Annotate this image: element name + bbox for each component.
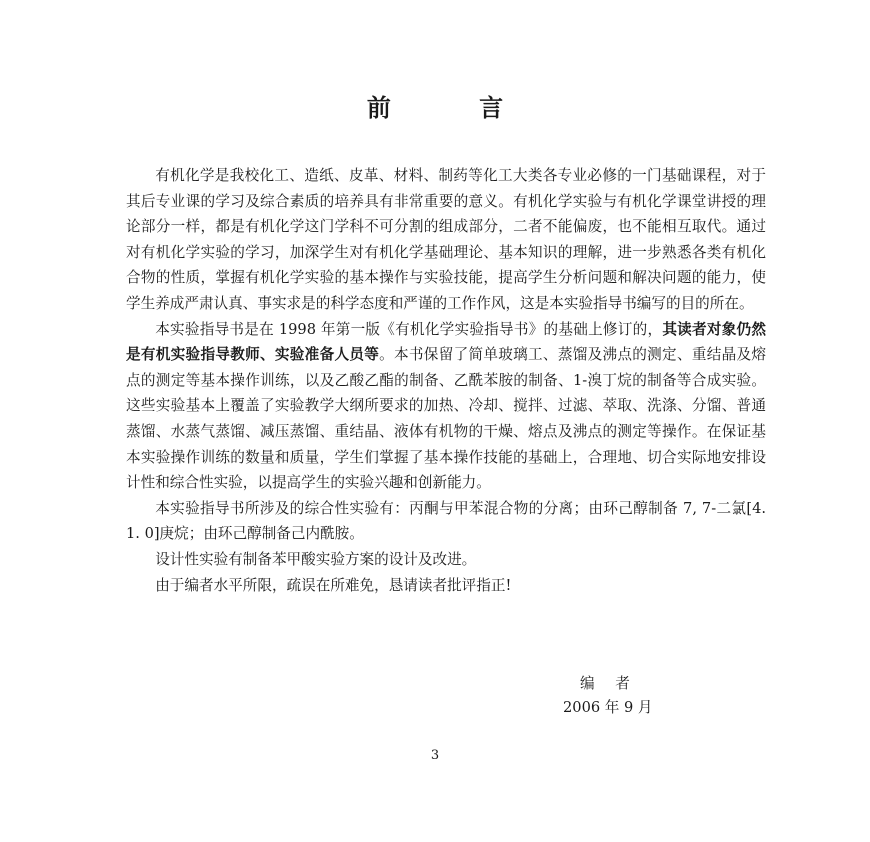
signature-editor: 编 者 <box>580 675 638 692</box>
paragraph-1: 有机化学是我校化工、造纸、皮革、材料、制药等化工大类各专业必修的一门基础课程，对于其后专业课的学习及综合素质的培养具有非常重要的意义。有机化学实验与有机化学课堂讲授的理论部分一样，都是有机化学这门学科不可分割的组成部分，二者不能偏废，也不能相互取代。通过对有机化学实验的学习，加深学生对有机化学基础理论、基本知识的理解，进一步熟悉各类有机化合物的性质，掌握有机化学实验的基本操作与实验技能，提高学生分析问题和解决问题的能力，使学生养成严肃认真、事实求是的科学态度和严谨的工作作风，这是本实验指导书编写的目的所在。 <box>126 167 766 312</box>
page-number: 3 <box>430 748 440 763</box>
signature-date: 2006 年 9 月 <box>563 699 653 716</box>
paragraph-2-text-a: 本实验指导书是在 1998 年第一版《有机化学实验指导书》的基础上修订的， <box>155 320 663 338</box>
paragraph-5: 由于编者水平所限，疏误在所难免，恳请读者批评指正! <box>155 576 512 594</box>
paragraph-4: 设计性实验有制备苯甲酸实验方案的设计及改进。 <box>155 550 477 568</box>
paragraph-2 <box>126 317 766 496</box>
paragraph-2-text-b: 。本书保留了简单玻璃工、蒸馏及沸点的测定、重结晶及熔点的测定等基本操作训练，以及乙酸乙酯的制备、乙酰苯胺的制备、1-溴丁烷的制备等合成实验。这些实验基本上覆盖了实验教学大纲所要求的加热、冷却、搅拌、过滤、萃取、洗涤、分馏、普通蒸馏、水蒸气蒸馏、减压蒸馏、重结晶、液体有机物的干燥、熔点及沸点的测定等操作。在保证基本实验操作训练的数量和质量，学生们掌握了基本操作技能的基础上，合理地、切合实际地安排设计性和综合性实验，以提高学生的实验兴趣和创新能力。 <box>126 346 766 492</box>
preface-body <box>126 163 766 598</box>
paragraph-2-bold: 其读者对象仍然是有机实验指导教师、实验准备人员等 <box>126 320 766 364</box>
paragraph-3: 本实验指导书所涉及的综合性实验有：丙酮与甲苯混合物的分离；由环己醇制备 7, 7-二氯[4. 1. 0]庚烷；由环己醇制备己内酰胺。 <box>126 499 766 543</box>
page-title: 前 言 <box>366 94 544 122</box>
